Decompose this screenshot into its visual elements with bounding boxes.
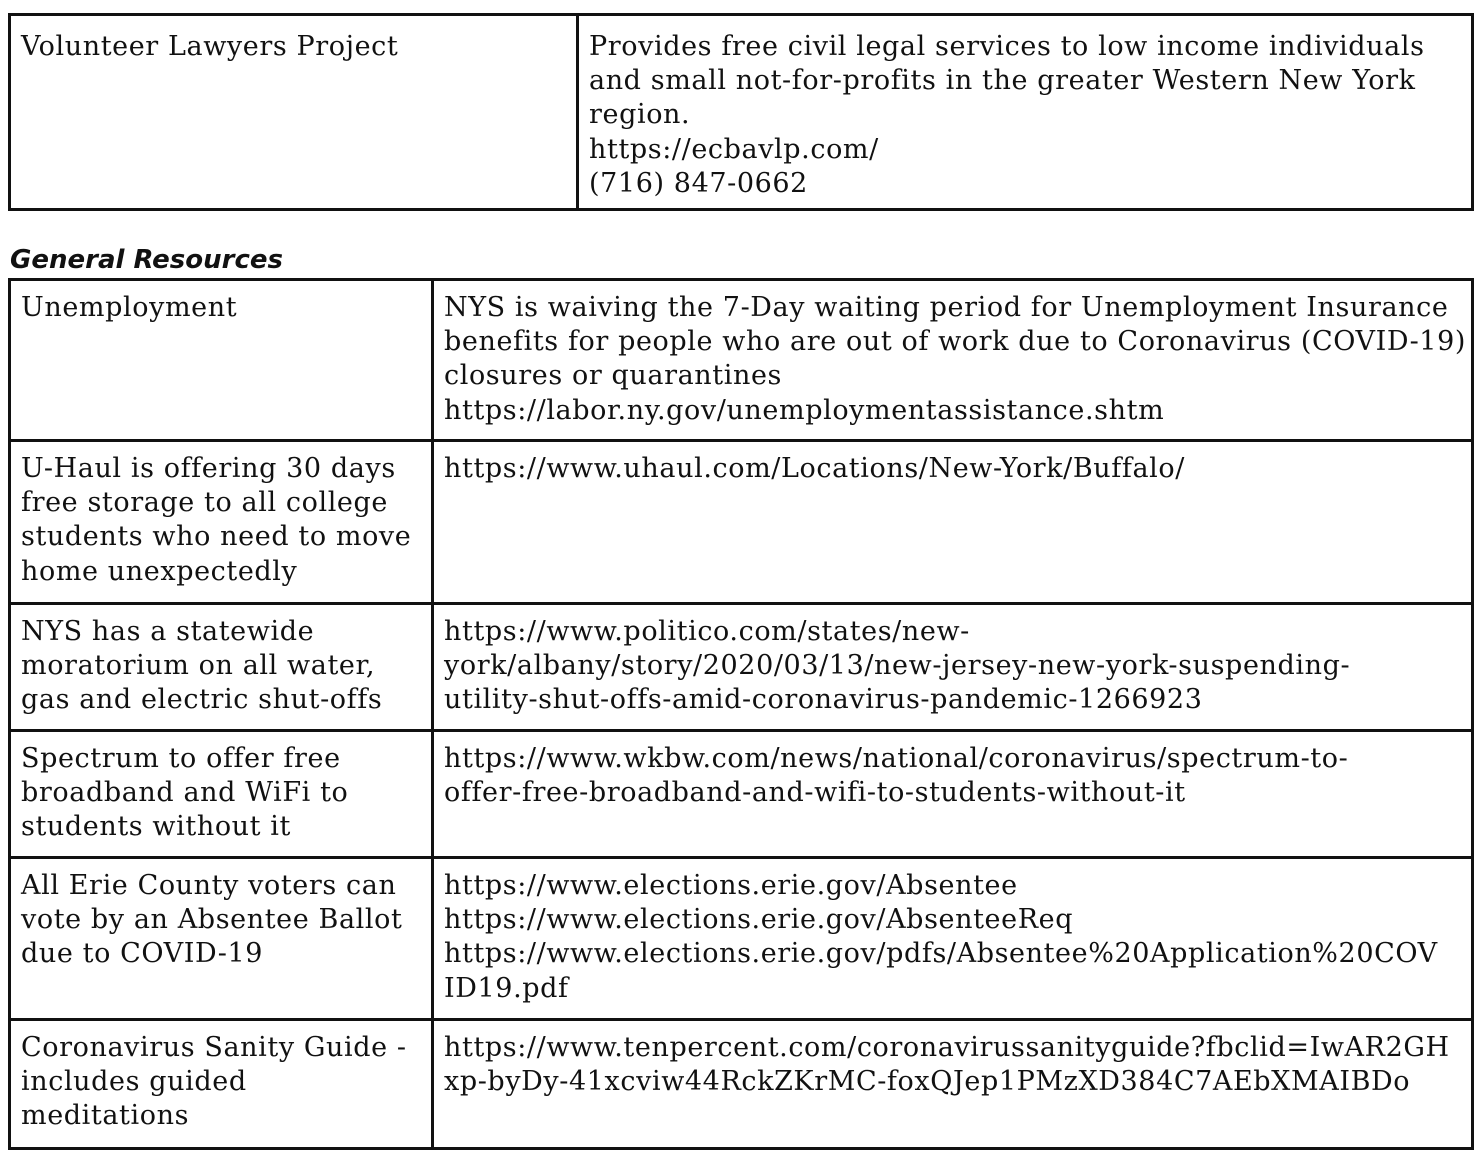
resource-link[interactable]: york/albany/story/2020/03/13/new-jersey-new-york-suspending- — [444, 650, 1351, 682]
resource-link[interactable]: https://www.elections.erie.gov/pdfs/Absentee%20Application%20COV — [444, 938, 1438, 970]
description-line: Provides free civil legal services to low income individuals — [589, 31, 1425, 62]
resource-link[interactable]: https://www.elections.erie.gov/Absentee — [444, 870, 1018, 901]
resource-link[interactable]: https://www.uhaul.com/Locations/New-York/Buffalo/ — [444, 453, 1185, 484]
resource-name: NYS has a statewide moratorium on all water, gas and electric shut-offs — [21, 616, 383, 716]
resource-link[interactable]: utility-shut-offs-amid-coronavirus-pandemic-1266923 — [444, 684, 1203, 716]
resource-link[interactable]: https://ecbavlp.com/ — [589, 133, 879, 165]
resource-link[interactable]: https://www.tenpercent.com/coronavirussanityguide?fbclid=IwAR2GH — [444, 1032, 1450, 1063]
general-resources-table — [8, 278, 1474, 1150]
resource-name-cell — [10, 441, 433, 604]
resource-detail-cell — [578, 15, 1473, 210]
resource-name-cell — [10, 858, 433, 1020]
resource-link[interactable]: https://www.wkbw.com/news/national/coronavirus/spectrum-to- — [444, 743, 1349, 774]
volunteer-lawyers-table — [8, 13, 1474, 211]
table-row — [10, 15, 1473, 210]
phone-number: (716) 847-0662 — [589, 167, 808, 199]
resource-name: Coronavirus Sanity Guide - includes guided meditations — [21, 1032, 407, 1132]
resource-name-cell — [10, 1020, 433, 1149]
resource-name: Spectrum to offer free broadband and WiFi to students without it — [21, 743, 349, 843]
resource-name-cell — [10, 731, 433, 858]
table-row — [10, 731, 1473, 858]
description-line: region. — [589, 99, 691, 131]
resource-link[interactable]: offer-free-broadband-and-wifi-to-students-without-it — [444, 777, 1186, 809]
resource-detail-cell — [433, 441, 1473, 604]
resource-link[interactable]: https://labor.ny.gov/unemploymentassistance.shtm — [444, 394, 1165, 426]
table-row — [10, 441, 1473, 604]
section-heading: General Resources — [10, 245, 283, 275]
resource-name: Unemployment — [21, 292, 238, 323]
resource-link[interactable]: xp-byDy-41xcviw44RckZKrMC-foxQJep1PMzXD384C7AEbXMAIBDo — [444, 1066, 1411, 1098]
detail-line: NYS is waiving the 7-Day waiting period for Unemployment Insurance — [444, 292, 1449, 323]
resource-link[interactable]: https://www.elections.erie.gov/AbsenteeReq — [444, 904, 1074, 936]
table-row — [10, 858, 1473, 1020]
table-row — [10, 1020, 1473, 1149]
table-row — [10, 280, 1473, 441]
resource-detail-cell — [433, 858, 1473, 1020]
detail-line: benefits for people who are out of work due to Coronavirus (COVID-19) — [444, 326, 1466, 358]
resource-link[interactable]: https://www.politico.com/states/new- — [444, 616, 970, 647]
resource-link[interactable]: ID19.pdf — [444, 972, 569, 1004]
resource-detail-cell — [433, 731, 1473, 858]
resource-detail-cell — [433, 604, 1473, 731]
resource-detail-cell — [433, 280, 1473, 441]
resource-detail-cell — [433, 1020, 1473, 1149]
resource-name: U-Haul is offering 30 days free storage to all college students who need to move home unexpectedly — [21, 453, 412, 587]
resource-name-cell — [10, 15, 578, 210]
description-line: and small not-for-profits in the greater Western New York — [589, 65, 1416, 97]
table-row — [10, 604, 1473, 731]
resource-name-cell — [10, 604, 433, 731]
resource-name: All Erie County voters can vote by an Absentee Ballot due to COVID-19 — [21, 870, 403, 970]
detail-line: closures or quarantines — [444, 360, 782, 392]
resource-name-cell — [10, 280, 433, 441]
resource-name: Volunteer Lawyers Project — [21, 31, 399, 62]
